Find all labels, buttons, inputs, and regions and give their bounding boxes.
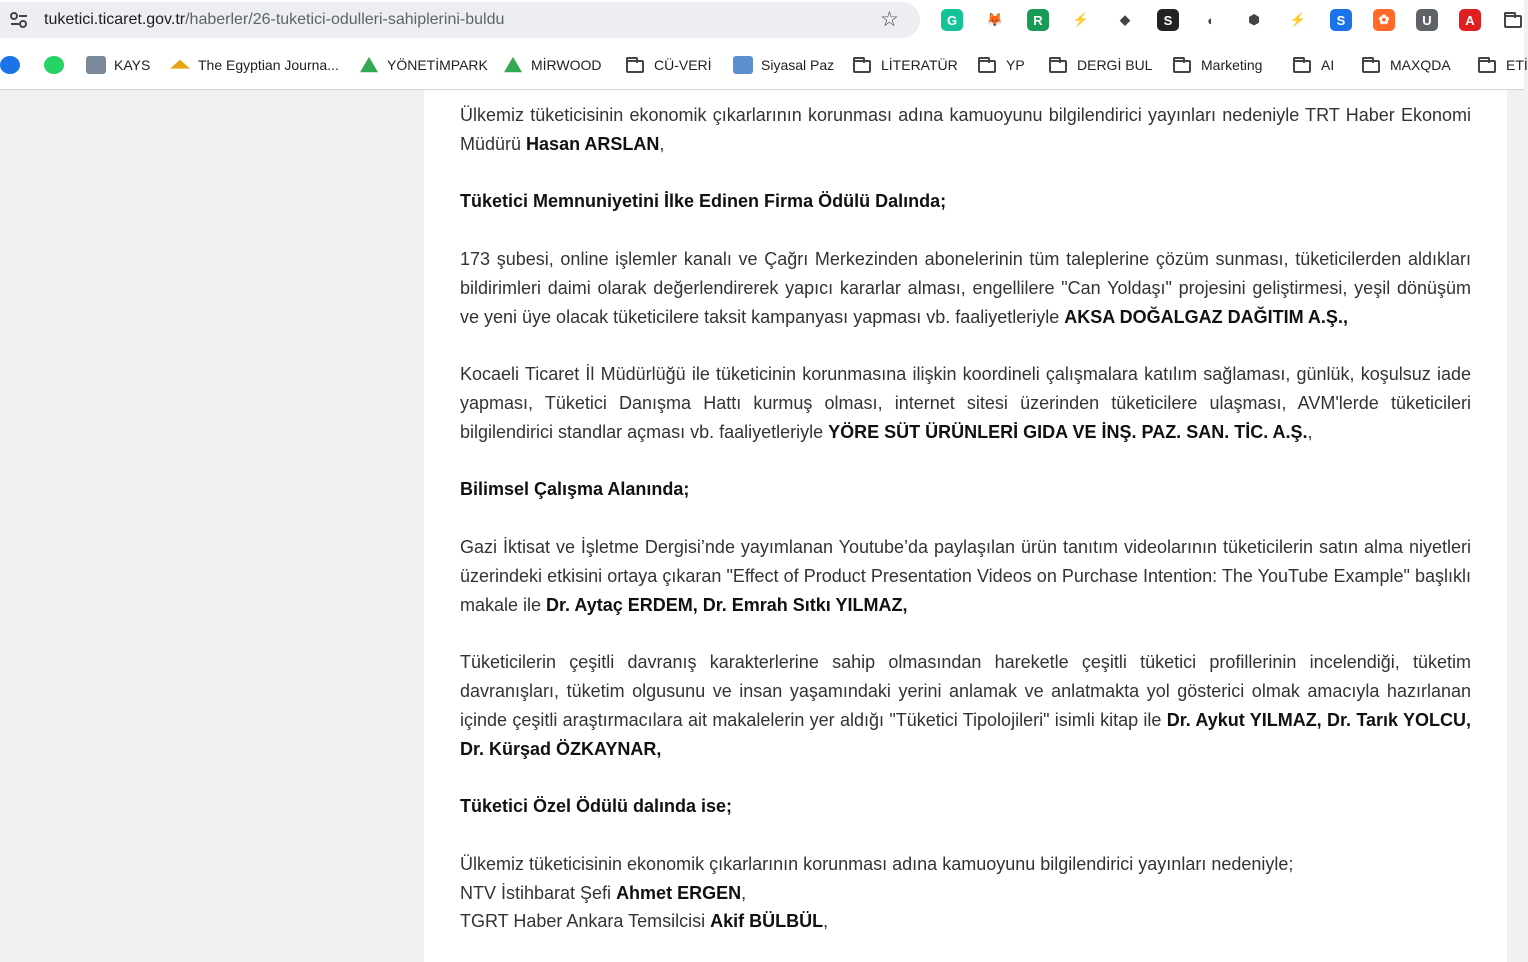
bookmark-item[interactable]: [1049, 54, 1152, 76]
paragraph-text: TGRT Haber Ankara Temsilcisi: [460, 911, 711, 932]
bookmark-label: YP: [1006, 57, 1025, 73]
punctuation: ,: [659, 133, 665, 154]
paragraph-line: [460, 850, 1471, 879]
folder-icon: [626, 60, 644, 73]
bookmark-label: ETİ: [1506, 57, 1528, 73]
heading-text: Tüketici Memnuniyetini İlke Edinen Firma Ödülü Dalında;: [460, 191, 947, 212]
bookmark-item[interactable]: [1173, 54, 1262, 76]
paragraph-text: NTV İstihbarat Şefi: [460, 882, 617, 903]
recipient-name: YÖRE SÜT ÜRÜNLERİ GIDA VE İNŞ. PAZ. SAN. TİC. A.Ş.: [828, 421, 1308, 442]
folder-icon: [1478, 60, 1496, 73]
recipient-name: Ahmet ERGEN: [616, 882, 742, 903]
metamask-icon[interactable]: 🦊: [986, 12, 1004, 27]
bookmark-item[interactable]: [170, 54, 339, 76]
bookmark-item[interactable]: [0, 54, 28, 76]
drive-icon: [503, 56, 523, 74]
url-host: tuketici.ticaret.gov.tr: [44, 11, 186, 28]
siyasal-icon: [733, 56, 753, 74]
paragraph-text: Kocaeli Ticaret İl Müdürlüğü ile tüketicinin korunmasına ilişkin koordineli çalışmalara katılım sağlaması, günlük, koşulsuz iade yapması, Tüketici Danışma Hattı kurmuş olması, internet sitesi üzerinden tüketicilere ulaşması, AVM'lerde tüketicileri bilgilendirici standlar açması vb. faaliyetleriyle: [460, 364, 1471, 442]
bookmark-item[interactable]: [1478, 54, 1528, 76]
bookmark-item[interactable]: [733, 54, 834, 76]
diamond-icon[interactable]: ◆: [1120, 12, 1130, 27]
bookmark-label: LİTERATÜR: [881, 57, 958, 73]
folder-icon: [1293, 60, 1311, 73]
punctuation: ,: [1307, 421, 1313, 442]
punctuation: ,: [823, 911, 829, 932]
article-page: [424, 90, 1507, 962]
paragraph: [460, 101, 1471, 159]
paragraph-text: Tüketicilerin çeşitli davranış karakterlerine sahip olmasından hareketle çeşitli tüketici profillerinin incelendiği, tüketim davranışları, tüketim olgusunu ve insan yaşamındaki yerini anlamak ve anlatmakta yol gösterici olmak amacıyla hazırlanan içinde çeşitli araştırmacılara ait makalelerin yer aldığı "Tüketici Tipolojileri" isimli kitap ile: [460, 652, 1471, 730]
recipient-name: Dr. Aykut YILMAZ, Dr. Tarık YOLCU, Dr. Kürşad ÖZKAYNAR,: [460, 709, 1471, 759]
lightning-icon[interactable]: ⚡: [1289, 12, 1307, 27]
shield-ext-icon[interactable]: U: [1416, 9, 1438, 31]
paragraph-line: [460, 907, 1471, 936]
browser-toolbar: [0, 0, 1524, 40]
folder-icon: [978, 60, 996, 73]
recipient-name: Akif BÜLBÜL: [710, 911, 824, 932]
pdf-icon[interactable]: A: [1459, 9, 1481, 31]
bookmark-label: AI: [1321, 57, 1335, 73]
journal-icon: [170, 56, 190, 74]
scrollbar[interactable]: [1507, 90, 1524, 962]
paragraph-text: Ülkemiz tüketicisinin ekonomik çıkarlarının korunması adına kamuoyunu bilgilendirici yayınları nedeniyle TRT Haber Ekonomi Müdürü: [460, 105, 1471, 154]
url-path: /haberler/26-tuketici-odulleri-sahiplerini-buldu: [185, 11, 505, 28]
bookmark-item[interactable]: [626, 54, 712, 76]
article-body: [460, 101, 1471, 936]
bookmark-item[interactable]: [978, 54, 1025, 76]
bookmark-label: Siyasal Paz: [761, 57, 835, 73]
url-text[interactable]: [44, 10, 504, 30]
bookmark-item[interactable]: [1293, 54, 1334, 76]
paragraph: [460, 360, 1471, 446]
heading-text: Bilimsel Çalışma Alanında;: [460, 479, 690, 500]
grammarly-icon[interactable]: G: [941, 9, 963, 31]
bookmark-label: KAYS: [114, 57, 151, 73]
bookmark-star-icon[interactable]: ☆: [880, 8, 899, 31]
section-heading: [460, 187, 1471, 216]
section-heading: [460, 475, 1471, 504]
section-heading: [460, 792, 1471, 821]
bolt-icon[interactable]: ⚡: [1072, 12, 1090, 27]
punctuation: ,: [741, 882, 747, 903]
half-moon-icon[interactable]: ◐: [1207, 12, 1215, 28]
bookmark-item[interactable]: [853, 54, 958, 76]
recipient-name: Dr. Aytaç ERDEM, Dr. Emrah Sıtkı YILMAZ,: [546, 594, 908, 615]
paragraph: [460, 533, 1471, 619]
paragraph-text: Ülkemiz tüketicisinin ekonomik çıkarlarının korunması adına kamuoyunu bilgilendirici yayınları nedeniyle;: [460, 853, 1294, 874]
paragraph: [460, 245, 1471, 331]
heading-text: Tüketici Özel Ödülü dalında ise;: [460, 796, 733, 817]
s-extension-icon[interactable]: S: [1157, 9, 1179, 31]
recipient-name: Hasan ARSLAN: [526, 133, 660, 154]
bookmarks-bar: [0, 40, 1528, 90]
whatsapp-icon: [44, 56, 64, 74]
address-bar[interactable]: [0, 2, 920, 38]
bookmark-label: YÖNETİMPARK: [387, 57, 488, 73]
folder-icon: [1173, 60, 1191, 73]
r-extension-icon[interactable]: R: [1027, 9, 1049, 31]
drive-icon: [359, 56, 379, 74]
bookmark-label: MAXQDA: [1390, 57, 1451, 73]
paragraph-line: [460, 879, 1471, 908]
folder-ext-icon[interactable]: [1502, 9, 1524, 31]
folder-icon: [1049, 60, 1067, 73]
bookmark-label: CÜ-VERİ: [654, 57, 712, 73]
bookmark-label: Marketing: [1201, 57, 1263, 73]
blue-app-icon: [0, 56, 20, 74]
bookmark-item[interactable]: [359, 54, 488, 76]
bookmark-item[interactable]: [503, 54, 602, 76]
flower-icon[interactable]: ✿: [1373, 9, 1395, 31]
paragraph: [460, 648, 1471, 763]
s-circle-icon[interactable]: S: [1330, 9, 1352, 31]
bookmark-item[interactable]: [44, 54, 72, 76]
paragraph-text: 173 şubesi, online işlemler kanalı ve Çağrı Merkezinden abonelerinin tüm taleplerine çözüm sunması, tüketicilerden aldıkları bildirimleri daimi olarak değerlendirerek yapıcı kararlar alması, engellilere "Can Yoldaşı" projesini geliştirmesi, yeşil dönüşüm ve yeni üye olacak tüketicilere taksit kampanyası yapması vb. faaliyetleriyle: [460, 248, 1471, 327]
site-settings-icon[interactable]: [9, 11, 29, 29]
folder-icon: [1362, 60, 1380, 73]
bookmark-label: MİRWOOD: [531, 57, 602, 73]
bookmark-item[interactable]: [1362, 54, 1451, 76]
paragraph-text: Gazi İktisat ve İşletme Dergisi’nde yayımlanan Youtube’da paylaşılan ürün tanıtım videolarının tüketicilerin satın alma niyetleri üzerindeki etkisini ortaya çıkaran "Effect of Product Presentation Videos on Purchase Intention: The YouTube Example" başlıklı makale ile: [460, 536, 1471, 615]
bookmark-label: The Egyptian Journa...: [198, 57, 339, 73]
bookmark-label: DERGİ BUL: [1077, 57, 1153, 73]
bookmark-item[interactable]: [86, 54, 150, 76]
hexagon-icon[interactable]: ⬢: [1248, 12, 1260, 27]
folder-icon: [853, 60, 871, 73]
kays-icon: [86, 56, 106, 74]
recipient-name: AKSA DOĞALGAZ DAĞITIM A.Ş.,: [1064, 306, 1348, 327]
